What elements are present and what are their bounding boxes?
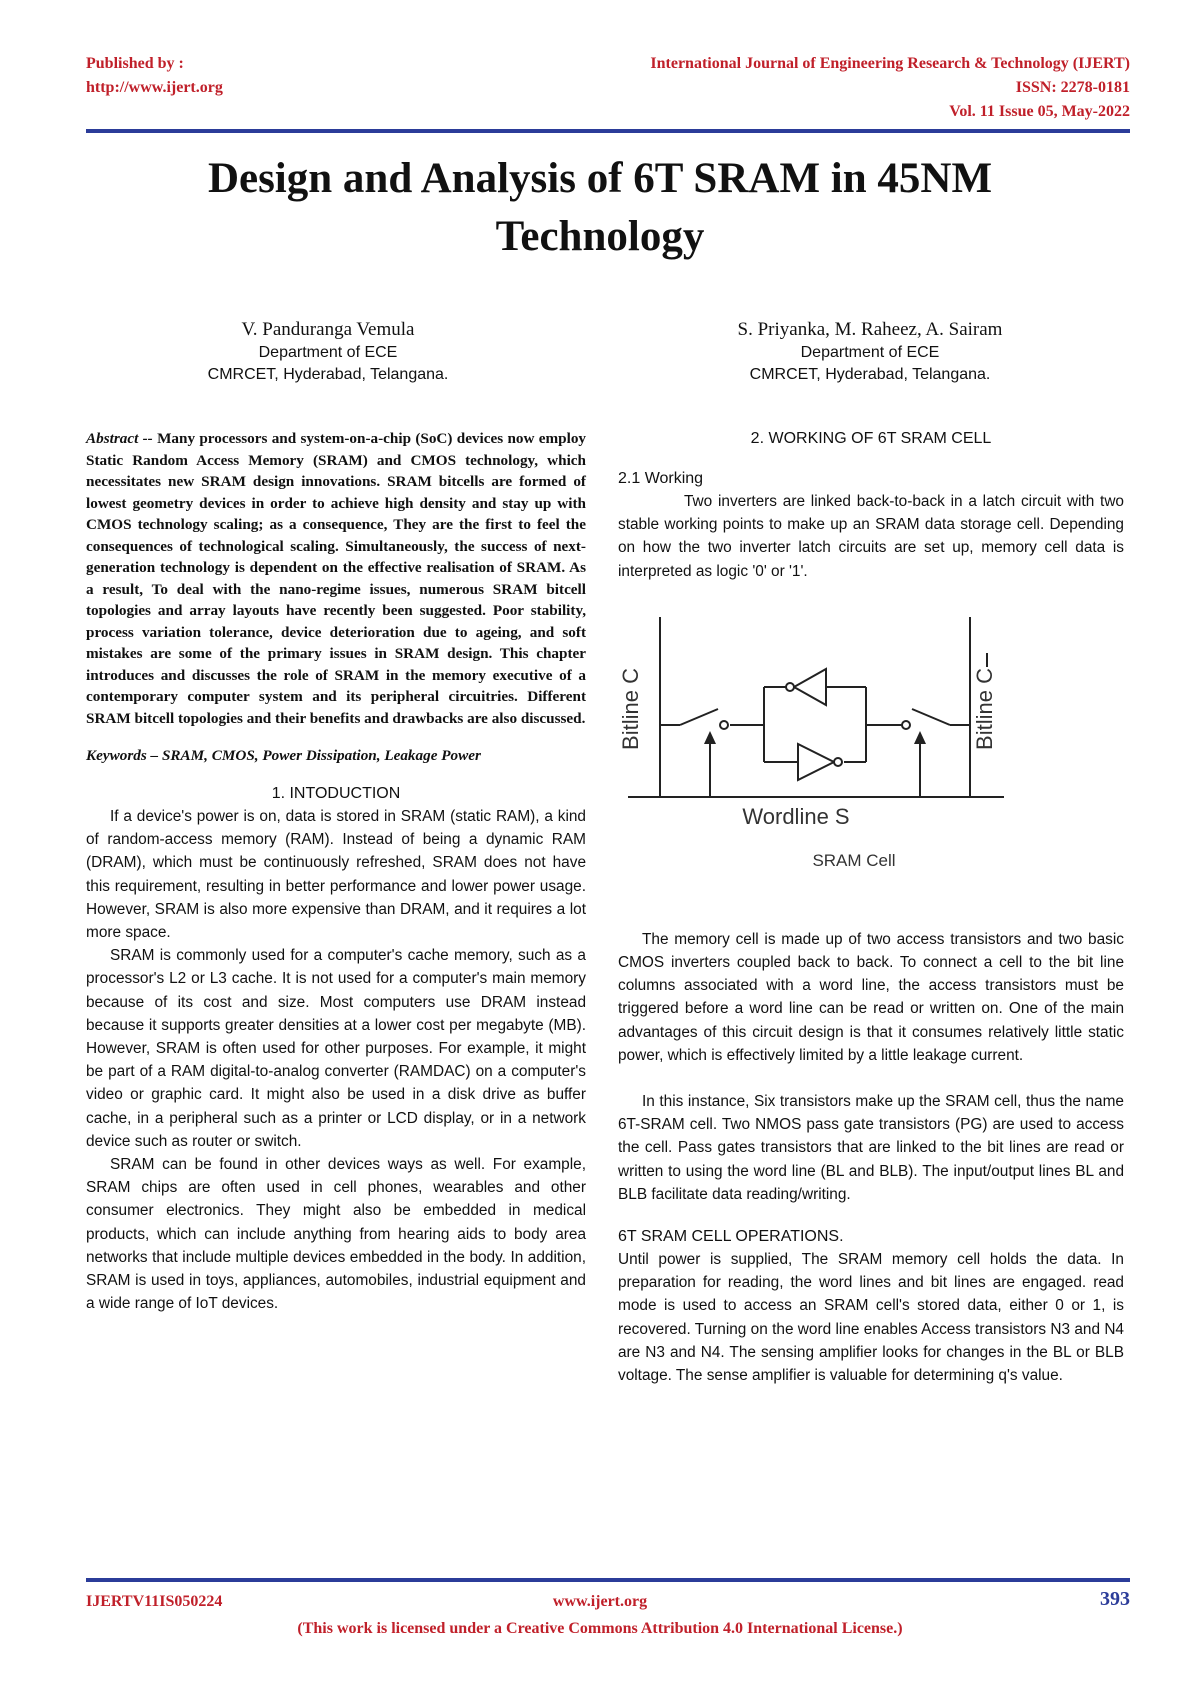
- footer-divider: [86, 1578, 1130, 1582]
- author-department: Department of ECE: [800, 344, 940, 361]
- operations-paragraph: Until power is supplied, The SRAM memory cell holds the data. In preparation for reading, the word lines and bit lines are engaged. read mode is used to access an SRAM cell's stored data, either 0 or 1, is recovered. Turning on the word line enables Access transistors N3 and N4 are N3 and N4. The sensing amplifier looks for changes in the BL or BLB voltage. The sense amplifier is valuable for determining q's value.: [618, 1251, 1124, 1385]
- working-paragraph-3: In this instance, Six transistors make up the SRAM cell, thus the name 6T-SRAM cell. Two NMOS pass gate transistors (PG) are used to access the cell. Pass gates transistors that are linked to the bit lines are read or written to using the word line (BL and BLB). The input/output lines BL and BLB facilitate data reading/writing.: [618, 1093, 1124, 1203]
- left-column: [86, 428, 586, 1315]
- abstract: [86, 428, 586, 729]
- author-department: Department of ECE: [258, 344, 398, 361]
- author-institution: CMRCET, Hyderabad, Telangana.: [207, 366, 449, 383]
- published-by: Published by :: [86, 55, 184, 72]
- sram-cell-diagram: [618, 597, 1124, 887]
- header-right: [650, 52, 1130, 124]
- section-heading-working: 2. WORKING OF 6T SRAM CELL: [750, 430, 992, 447]
- author-block-2: [660, 318, 1080, 386]
- abstract-lead: Abstract --: [86, 430, 153, 447]
- operations-heading: 6T SRAM CELL OPERATIONS.: [618, 1228, 844, 1246]
- bitline-right-prefix: Bitline: [972, 683, 997, 750]
- intro-paragraph-3: SRAM can be found in other devices ways as well. For example, SRAM chips are often used in cell phones, wearables and other consumer electronics. They might also be embedded in medical products, which can include anything from hearing aids to body area networks that include multiple devices embedded in the body. In addition, SRAM is used in toys, appliances, automobiles, industrial equipment and a wide range of IoT devices.: [86, 1156, 586, 1313]
- author-name: S. Priyanka, M. Raheez, A. Sairam: [737, 319, 1003, 340]
- author-institution: CMRCET, Hyderabad, Telangana.: [749, 366, 991, 383]
- author-block-1: [118, 318, 538, 386]
- intro-paragraph-2: SRAM is commonly used for a computer's cache memory, such as a processor's L2 or L3 cache. It is not used for a computer's main memory because of its cost and size. Most computers use DRAM instead because it supports greater densities at a lower cost per megabyte (MB). However, SRAM is often used for other purposes. For example, it might be part of a RAM digital-to-analog converter (RAMDAC) on a computer's video or graphic card. It might also be used in a disk drive as buffer cache, in a peripheral such as a printer or LCD display, or in a network device such as router or switch.: [86, 947, 586, 1150]
- header-divider: [86, 129, 1130, 133]
- title-line-2: Technology: [495, 213, 705, 260]
- volume-issue: Vol. 11 Issue 05, May-2022: [949, 103, 1130, 120]
- section-heading-introduction: 1. INTODUCTION: [271, 785, 401, 802]
- bitline-right-bar: C: [972, 667, 997, 684]
- sram-cell-figure: [618, 597, 1124, 892]
- license-notice: (This work is licensed under a Creative Commons Attribution 4.0 International License.): [297, 1620, 903, 1637]
- author-name: V. Panduranga Vemula: [241, 319, 415, 340]
- bitline-right-label: [972, 668, 997, 750]
- subsection-heading: 2.1 Working: [618, 470, 704, 487]
- journal-name: International Journal of Engineering Research & Technology (IJERT): [650, 55, 1130, 72]
- intro-paragraph-1: If a device's power is on, data is stored in SRAM (static RAM), a kind of random-access memory (RAM). Instead of being a dynamic RAM (DRAM), which must be continuously refreshed, SRAM does not have this requirement, resulting in better performance and lower power usage. However, SRAM is also more expensive than DRAM, and it requires a lot more space.: [86, 808, 586, 942]
- working-paragraph-2: The memory cell is made up of two access transistors and two basic CMOS inverters coupled back to back. To connect a cell to the bit line columns associated with a word line, the access transistors must be triggered before a word line can be read or written on. One of the main advantages of this circuit design is that it consumes relatively little static power, which is effectively limited by a little leakage current.: [618, 930, 1124, 1064]
- wordline-label: Wordline S: [742, 803, 850, 829]
- issn: ISSN: 2278-0181: [1015, 79, 1130, 96]
- right-column: [618, 428, 1124, 1387]
- journal-url-link[interactable]: http://www.ijert.org: [86, 79, 223, 96]
- figure-caption: SRAM Cell: [812, 850, 896, 870]
- bitline-left-label: Bitline C: [618, 667, 643, 750]
- paper-id: IJERTV11IS050224: [86, 1593, 223, 1610]
- paper-title: [100, 150, 1100, 266]
- keywords: Keywords – SRAM, CMOS, Power Dissipation, Leakage Power: [86, 747, 481, 764]
- page-number: 393: [1100, 1588, 1130, 1610]
- working-paragraph-1: Two inverters are linked back-to-back in a latch circuit with two stable working points to make up an SRAM data storage cell. Depending on how the two inverter latch circuits are set up, memory cell data is interpreted as logic '0' or '1'.: [618, 493, 1124, 580]
- title-line-1: Design and Analysis of 6T SRAM in 45NM: [207, 155, 993, 202]
- footer-site-link[interactable]: www.ijert.org: [552, 1593, 648, 1610]
- abstract-text: Many processors and system-on-a-chip (SoC) devices now employ Static Random Access Memory (SRAM) and CMOS technology, which necessitates new SRAM design innovations. SRAM bitcells are formed of lowest geometry devices in order to achieve high density and stay up with CMOS technology scaling; as a consequence, They are the first to feel the consequences of technological scaling. Simultaneously, the success of next-generation technology is dependent on the effective realisation of SRAM. As a result, To deal with the nano-regime issues, numerous SRAM bitcell topologies and array layouts have recently been suggested. Poor stability, process variation tolerance, device deterioration due to ageing, and soft mistakes are some of the primary issues in SRAM design. This chapter introduces and discusses the role of SRAM in the memory executive of a contemporary computer system and its peripheral circuitries. Different SRAM bitcell topologies and their benefits and drawbacks are also discussed.: [86, 430, 587, 727]
- header-left: [86, 52, 223, 100]
